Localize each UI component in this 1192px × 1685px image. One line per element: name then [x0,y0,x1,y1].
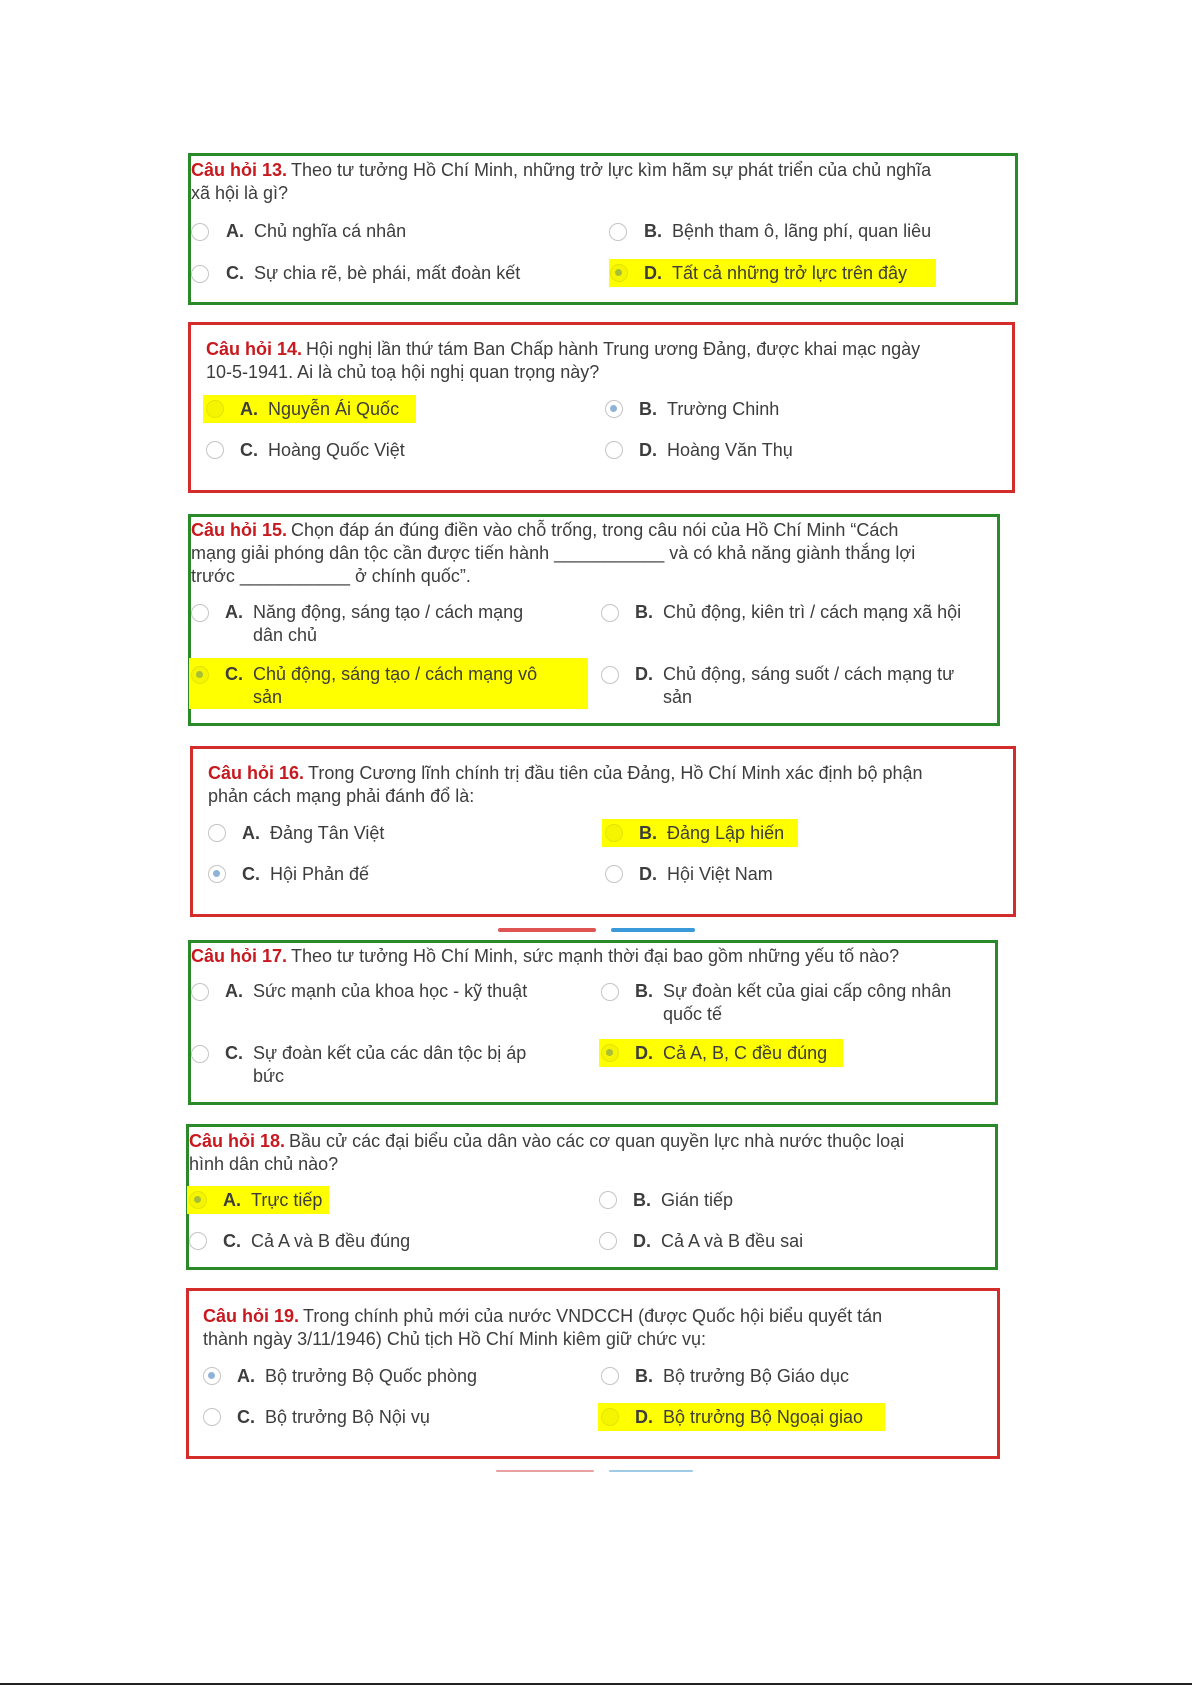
question-18-text: Câu hỏi 18. Bầu cử các đại biểu của dân vào các cơ quan quyền lực nhà nước thuộc loại hình dân chủ nào? [189,1131,905,1174]
q19-option-c[interactable]: C. Bộ trưởng Bộ Nội vụ [237,1407,430,1427]
q17-option-d[interactable]: D. Cả A, B, C đều đúng [635,1043,828,1063]
q16-option-a-radio[interactable] [208,824,226,842]
q19-option-b-radio[interactable] [601,1367,619,1385]
q14-option-c[interactable]: C. Hoàng Quốc Việt [240,440,405,460]
question-17-text: Câu hỏi 17. Theo tư tưởng Hồ Chí Minh, sức mạnh thời đại bao gồm những yếu tố nào? [191,946,900,966]
q15-option-a[interactable]: A. Năng động, sáng tạo / cách mạng dân chủ [225,602,524,645]
q18-option-b[interactable]: B. Gián tiếp [633,1190,734,1210]
q16-option-b-radio[interactable] [605,824,623,842]
question-16-text: Câu hỏi 16. Trong Cương lĩnh chính trị đầu tiên của Đảng, Hồ Chí Minh xác định bộ phận phản cách mạng phải đánh đổ là: [208,763,923,806]
q13-option-b[interactable]: B. Bệnh tham ô, lãng phí, quan liêu [644,221,932,241]
q16-option-c-radio-selected[interactable] [208,865,226,883]
q14-option-b-radio-selected[interactable] [605,400,623,418]
q16-option-d[interactable]: D. Hội Việt Nam [639,864,773,884]
question-label: Câu hỏi 16. [208,763,305,783]
question-label: Câu hỏi 18. [189,1131,286,1151]
q15-option-b[interactable]: B. Chủ động, kiên trì / cách mạng xã hội [635,602,962,622]
tab-indicator-blue [611,928,695,932]
q19-option-a[interactable]: A. Bộ trưởng Bộ Quốc phòng [237,1366,477,1386]
q14-option-d[interactable]: D. Hoàng Văn Thụ [639,440,793,460]
q17-option-b-radio[interactable] [601,983,619,1001]
q16-option-b[interactable]: B. Đảng Lập hiến [639,823,785,843]
tab-indicator-blue [609,1470,693,1472]
question-label: Câu hỏi 15. [191,520,288,540]
question-label: Câu hỏi 14. [206,339,303,359]
q19-option-d[interactable]: D. Bộ trưởng Bộ Ngoại giao [635,1407,863,1427]
question-13-text: Câu hỏi 13. Theo tư tưởng Hồ Chí Minh, những trở lực kìm hãm sự phát triển của chủ nghĩa xã hội là gì? [191,160,932,203]
q18-option-d[interactable]: D. Cả A và B đều sai [633,1231,804,1251]
q17-option-c-radio[interactable] [191,1045,209,1063]
q17-option-a[interactable]: A. Sức mạnh của khoa học - kỹ thuật [225,981,528,1001]
q18-option-c[interactable]: C. Cả A và B đều đúng [223,1231,411,1251]
q14-option-a[interactable]: A. Nguyễn Ái Quốc [240,399,400,419]
q15-option-c[interactable]: C. Chủ động, sáng tạo / cách mạng vô sản [225,664,538,707]
q16-option-c[interactable]: C. Hội Phản đế [242,864,370,884]
q13-option-d-radio-selected[interactable] [610,264,628,282]
q14-option-a-radio[interactable] [206,400,224,418]
tab-indicator-red [496,1470,594,1472]
q13-option-c-radio[interactable] [191,265,209,283]
q15-option-a-radio[interactable] [191,604,209,622]
q15-option-c-radio-selected[interactable] [191,666,209,684]
question-19-text: Câu hỏi 19. Trong chính phủ mới của nước VNDCCH (được Quốc hội biểu quyết tán thành ngày 3/11/1946) Chủ tịch Hồ Chí Minh kiêm giữ chức vụ: [203,1306,883,1349]
q17-option-b[interactable]: B. Sự đoàn kết của giai cấp công nhân quốc tế [635,981,952,1024]
q16-option-a[interactable]: A. Đảng Tân Việt [242,823,385,843]
q18-option-b-radio[interactable] [599,1191,617,1209]
q13-option-c[interactable]: C. Sự chia rẽ, bè phái, mất đoàn kết [226,263,521,283]
q19-option-a-radio-selected[interactable] [203,1367,221,1385]
q14-option-c-radio[interactable] [206,441,224,459]
q14-option-d-radio[interactable] [605,441,623,459]
question-14-text: Câu hỏi 14. Hội nghị lần thứ tám Ban Chấp hành Trung ương Đảng, được khai mạc ngày 10-5-1941. Ai là chủ toạ hội nghị quan trọng này? [206,339,921,382]
q18-option-a[interactable]: A. Trực tiếp [223,1190,323,1210]
q13-option-a[interactable]: A. Chủ nghĩa cá nhân [226,221,407,241]
question-label: Câu hỏi 19. [203,1306,300,1326]
question-label: Câu hỏi 17. [191,946,288,966]
question-label: Câu hỏi 13. [191,160,288,180]
tab-indicator-red [498,928,596,932]
q19-option-b[interactable]: B. Bộ trưởng Bộ Giáo dục [635,1366,849,1386]
q13-option-a-radio[interactable] [191,223,209,241]
q17-option-d-radio-selected[interactable] [601,1044,619,1062]
q16-option-d-radio[interactable] [605,865,623,883]
q18-option-a-radio-selected[interactable] [189,1191,207,1209]
q13-option-d[interactable]: D. Tất cả những trở lực trên đây [644,263,908,283]
q18-option-c-radio[interactable] [189,1232,207,1250]
q17-option-c[interactable]: C. Sự đoàn kết của các dân tộc bị áp bức [225,1043,527,1086]
question-15-text: Câu hỏi 15. Chọn đáp án đúng điền vào chỗ trống, trong câu nói của Hồ Chí Minh “Cách mạng giải phóng dân tộc cần được tiến hành ___________ và có khả năng giành thắng lợi trước ___________ ở chính quốc”. [191,520,916,586]
q18-option-d-radio[interactable] [599,1232,617,1250]
q14-option-b[interactable]: B. Trường Chinh [639,399,780,419]
q15-option-d-radio[interactable] [601,666,619,684]
q15-option-b-radio[interactable] [601,604,619,622]
q19-option-d-radio[interactable] [601,1408,619,1426]
q13-option-b-radio[interactable] [609,223,627,241]
q19-option-c-radio[interactable] [203,1408,221,1426]
q15-option-d[interactable]: D. Chủ động, sáng suốt / cách mạng tư sản [635,664,955,707]
q17-option-a-radio[interactable] [191,983,209,1001]
